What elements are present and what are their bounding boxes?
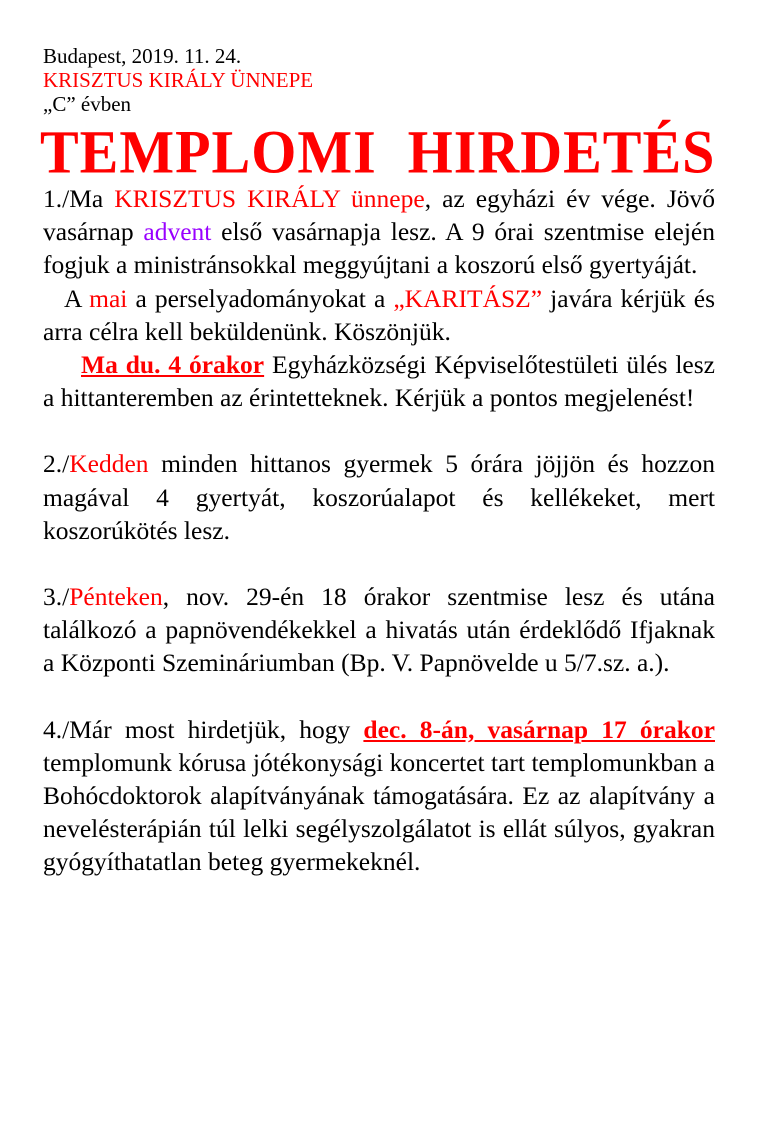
- item-number: 2./: [43, 449, 70, 479]
- text-segment: , az egyházi év vége. Jövő vasárnap: [43, 184, 715, 247]
- day-highlight: Kedden: [69, 449, 149, 479]
- announcement-item-1-collection: [43, 282, 715, 348]
- spacer: [43, 414, 715, 447]
- page-title: TEMPLOMI HIRDETÉS: [40, 117, 716, 187]
- text-segment: első vasárnapja lesz. A 9 órai szentmise elején fogjuk a ministránsokkal meggyújtani a koszorú első gyertyáját.: [43, 217, 716, 280]
- spacer: [43, 680, 715, 713]
- feast-highlight: KRISZTUS KIRÁLY ünnepe: [114, 184, 425, 213]
- text-segment: Ma: [69, 184, 115, 213]
- text-segment: minden hittanos gyermek 5 órára jöjjön és hozzon magával 4 gyertyát, koszorúalapot és kellékeket, mert koszorúkötés lesz.: [43, 449, 715, 545]
- text-segment: a perselyadományokat a: [127, 283, 394, 313]
- text-segment: , nov. 29-én 18 órakor szentmise lesz és utána találkozó a papnövendékekkel a hivatás után érdeklődő Ifjaknak a Központi Szemináriumban (Bp. V. Papnövelde u 5/7.sz. a.).: [43, 582, 715, 678]
- announcement-item-3: [43, 580, 715, 680]
- announcement-item-1-meeting: [43, 348, 715, 414]
- place-date: Budapest, 2019. 11. 24.: [43, 44, 242, 68]
- highlight-karitasz: „KARITÁSZ”: [393, 283, 543, 313]
- feast-name: KRISZTUS KIRÁLY ÜNNEPE: [43, 68, 314, 92]
- announcement-page: [40, 44, 716, 879]
- item-number: 4./: [43, 714, 70, 744]
- text-segment: javára kérjük és arra célra kell beküldenünk. Köszönjük.: [43, 283, 716, 346]
- text-segment: A: [64, 283, 90, 313]
- text-segment: Már most hirdetjük, hogy: [69, 714, 364, 744]
- highlight-mai: mai: [89, 283, 128, 313]
- announcement-item-4: [43, 713, 715, 879]
- text-segment: templomunk kórusa jótékonysági koncertet tart templomunkban a Bohócdoktorok alapítványának támogatására. Ez az alapítvány a nevelésterápián túl lelki segélyszolgálatot is ellát súlyos, gyakran gyógyíthatatlan beteg gyermekeknél.: [43, 747, 715, 877]
- concert-date-highlight: dec. 8-án, vasárnap 17 órakor: [363, 714, 715, 744]
- liturgical-year: „C” évben: [43, 92, 132, 116]
- item-number: 1./: [43, 184, 70, 213]
- day-highlight: Pénteken: [69, 582, 163, 612]
- announcement-item-2: [43, 447, 715, 547]
- text-segment: Egyházközségi Képviselőtestületi ülés lesz a hittanteremben az érintetteknek. Kérjük a pontos megjelenést!: [43, 350, 715, 413]
- spacer: [43, 547, 715, 580]
- advent-highlight: advent: [143, 217, 212, 247]
- announcement-item-1: [43, 182, 715, 282]
- meeting-time-highlight: Ma du. 4 órakor: [81, 350, 265, 380]
- item-number: 3./: [43, 582, 70, 612]
